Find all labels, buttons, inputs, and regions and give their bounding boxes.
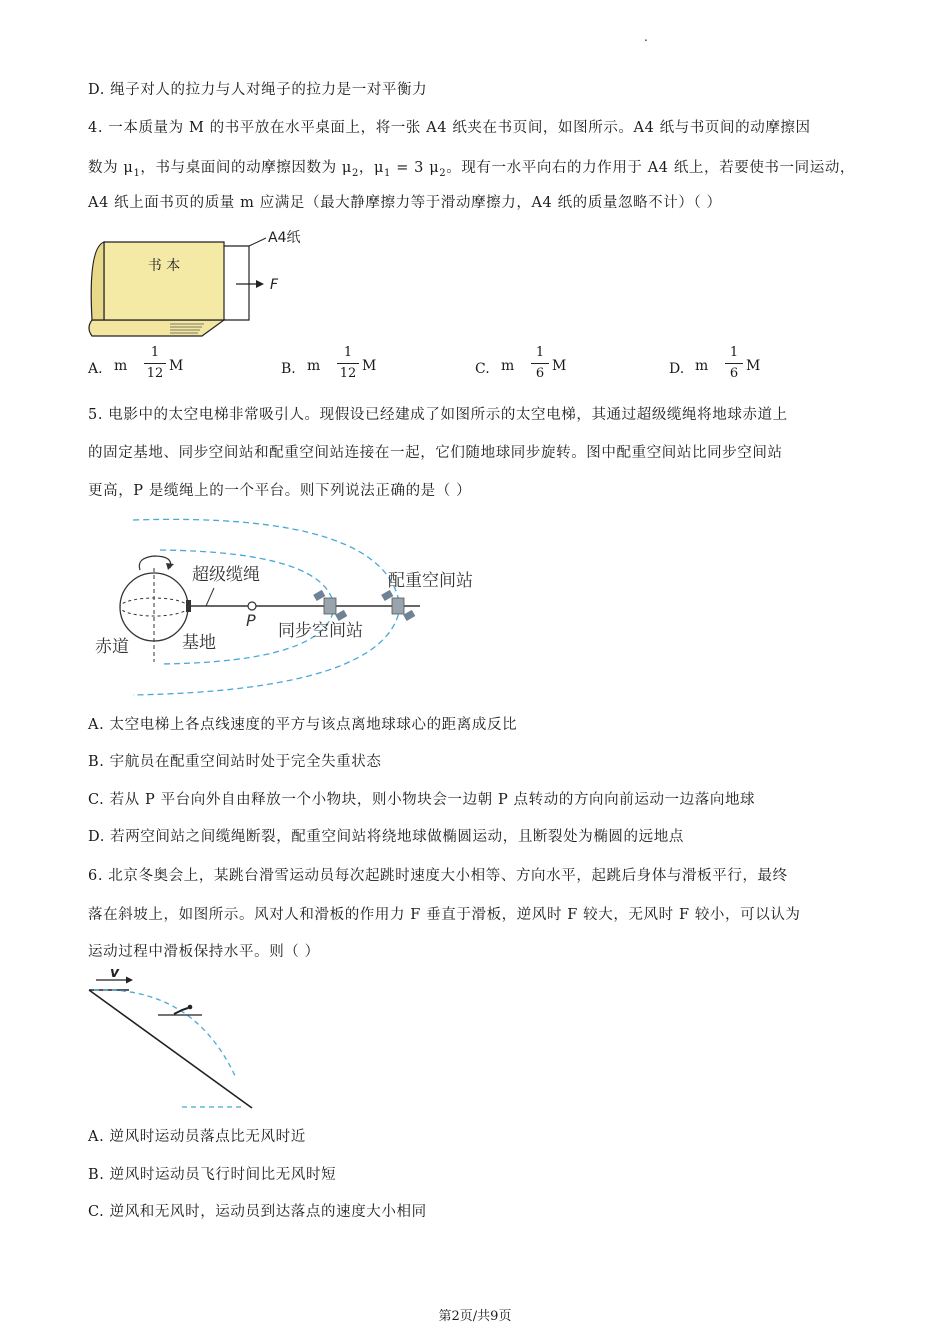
q5-stem-line1: 5. 电影中的太空电梯非常吸引人。现假设已经建成了如图所示的太空电梯，其通过超级缆绳将地球赤道上 <box>88 407 788 423</box>
q4-subscript: 2 <box>439 167 447 179</box>
option-tail: M <box>362 358 377 374</box>
book-cover-bottom <box>89 320 224 336</box>
base-marker <box>186 600 191 612</box>
force-arrow-head <box>256 280 264 288</box>
option-fraction <box>725 345 743 382</box>
q5-option-a: A. 太空电梯上各点线速度的平方与该点离地球球心的距离成反比 <box>88 717 518 733</box>
q5-option-d: D. 若两空间站之间缆绳断裂，配重空间站将绕地球做椭圆运动，且断裂处为椭圆的远地点 <box>88 829 684 845</box>
cable-label: 超级缆绳 <box>192 565 260 585</box>
q3-option-d: D. 绳子对人的拉力与人对绳子的拉力是一对平衡力 <box>88 82 428 98</box>
rotation-arrow <box>139 556 170 570</box>
q4-option-a <box>88 345 208 390</box>
q4-text: 数为 μ <box>88 160 134 176</box>
q4-stem-line1: 4. 一本质量为 M 的书平放在水平桌面上，将一张 A4 纸夹在书页间，如图所示。A4 纸与书页间的动摩擦因 <box>88 120 811 136</box>
fraction-numerator: 1 <box>150 345 160 360</box>
book-spine <box>91 242 104 320</box>
base-label: 基地 <box>182 633 216 653</box>
fraction-numerator: 1 <box>729 345 739 360</box>
q6-option-c: C. 逆风和无风时，运动员到达落点的速度大小相同 <box>88 1204 427 1220</box>
p-label: P <box>246 611 256 630</box>
q6-option-b: B. 逆风时运动员飞行时间比无风时短 <box>88 1167 337 1183</box>
q4-text: ，μ <box>358 160 385 176</box>
q4-option-d <box>669 345 789 390</box>
option-tail: M <box>169 358 184 374</box>
option-tail: M <box>552 358 567 374</box>
option-var: m <box>114 358 128 374</box>
q4-stem-line3: A4 纸上面书页的质量 m 应满足（最大静摩擦力等于滑动摩擦力，A4 纸的质量忽略不计）（ ） <box>88 195 722 211</box>
skier-icon <box>158 1005 202 1015</box>
q4-option-c <box>475 345 595 390</box>
q4-subscript: 1 <box>384 167 392 179</box>
option-var: m <box>501 358 515 374</box>
q6-option-a: A. 逆风时运动员落点比无风时近 <box>88 1129 306 1145</box>
option-fraction <box>531 345 549 382</box>
fraction-denominator: 12 <box>146 366 164 381</box>
fraction-denominator: 6 <box>729 366 739 381</box>
slope-line <box>89 990 252 1108</box>
option-tail: M <box>746 358 761 374</box>
page-footer: 第2页/共9页 <box>438 1309 512 1324</box>
q4-text: ，书与桌面间的动摩擦因数为 μ <box>140 160 352 176</box>
book-label: 书 本 <box>147 258 181 274</box>
fraction-denominator: 6 <box>535 366 545 381</box>
q5-stem-line3: 更高，P 是缆绳上的一个平台。则下列说法正确的是（ ） <box>88 483 472 499</box>
book-cover-top <box>104 242 224 320</box>
q4-subscript: 1 <box>133 167 141 179</box>
cable-leader-line <box>206 588 214 606</box>
q6-stem-line3: 运动过程中滑板保持水平。则（ ） <box>88 944 320 960</box>
a4-paper-label: A4纸 <box>268 230 301 246</box>
q5-space-elevator-figure <box>88 512 528 702</box>
option-fraction <box>337 345 359 382</box>
equator-label: 赤道 <box>95 637 129 657</box>
force-label: F <box>270 277 279 293</box>
counterweight-station-label: 配重空间站 <box>388 571 473 591</box>
option-letter: A. <box>88 361 103 377</box>
option-var: m <box>307 358 321 374</box>
q5-option-b: B. 宇航员在配重空间站时处于完全失重状态 <box>88 754 382 770</box>
q6-stem-line1: 6. 北京冬奥会上，某跳台滑雪运动员每次起跳时速度大小相等、方向水平，起跳后身体与滑板平行，最终 <box>88 868 788 884</box>
platform-p-marker <box>248 602 256 610</box>
option-var: m <box>695 358 709 374</box>
q4-book-figure <box>84 228 324 343</box>
option-letter: B. <box>281 361 296 377</box>
a4-leader-line <box>249 238 266 246</box>
velocity-label: v <box>110 968 120 981</box>
option-letter: D. <box>669 361 685 377</box>
trajectory-curve <box>94 990 236 1078</box>
q4-subscript: 2 <box>351 167 359 179</box>
rotation-arrowhead <box>166 563 174 570</box>
q6-stem-line2: 落在斜坡上，如图所示。风对人和滑板的作用力 F 垂直于滑板，逆风时 F 较大，无风时 F 较小，可以认为 <box>88 907 801 923</box>
option-fraction <box>144 345 166 382</box>
page-top-mark: . <box>644 30 648 44</box>
q4-text: 。现有一水平向右的力作用于 A4 纸上，若要使书一同运动， <box>446 160 856 176</box>
q4-option-b <box>281 345 401 390</box>
q4-stem-line2 <box>88 158 855 184</box>
q5-option-c: C. 若从 P 平台向外自由释放一个小物块，则小物块会一边朝 P 点转动的方向向前运动一边落向地球 <box>88 792 756 808</box>
fraction-numerator: 1 <box>535 345 545 360</box>
velocity-arrowhead <box>126 977 133 984</box>
option-letter: C. <box>475 361 490 377</box>
q5-stem-line2: 的固定基地、同步空间站和配重空间站连接在一起，它们随地球同步旋转。图中配重空间站比同步空间站 <box>88 445 783 461</box>
sync-station-label: 同步空间站 <box>278 621 363 641</box>
fraction-numerator: 1 <box>343 345 353 360</box>
q4-text: = 3 μ <box>391 160 440 176</box>
q6-ski-jump-figure <box>84 968 264 1113</box>
fraction-denominator: 12 <box>339 366 357 381</box>
